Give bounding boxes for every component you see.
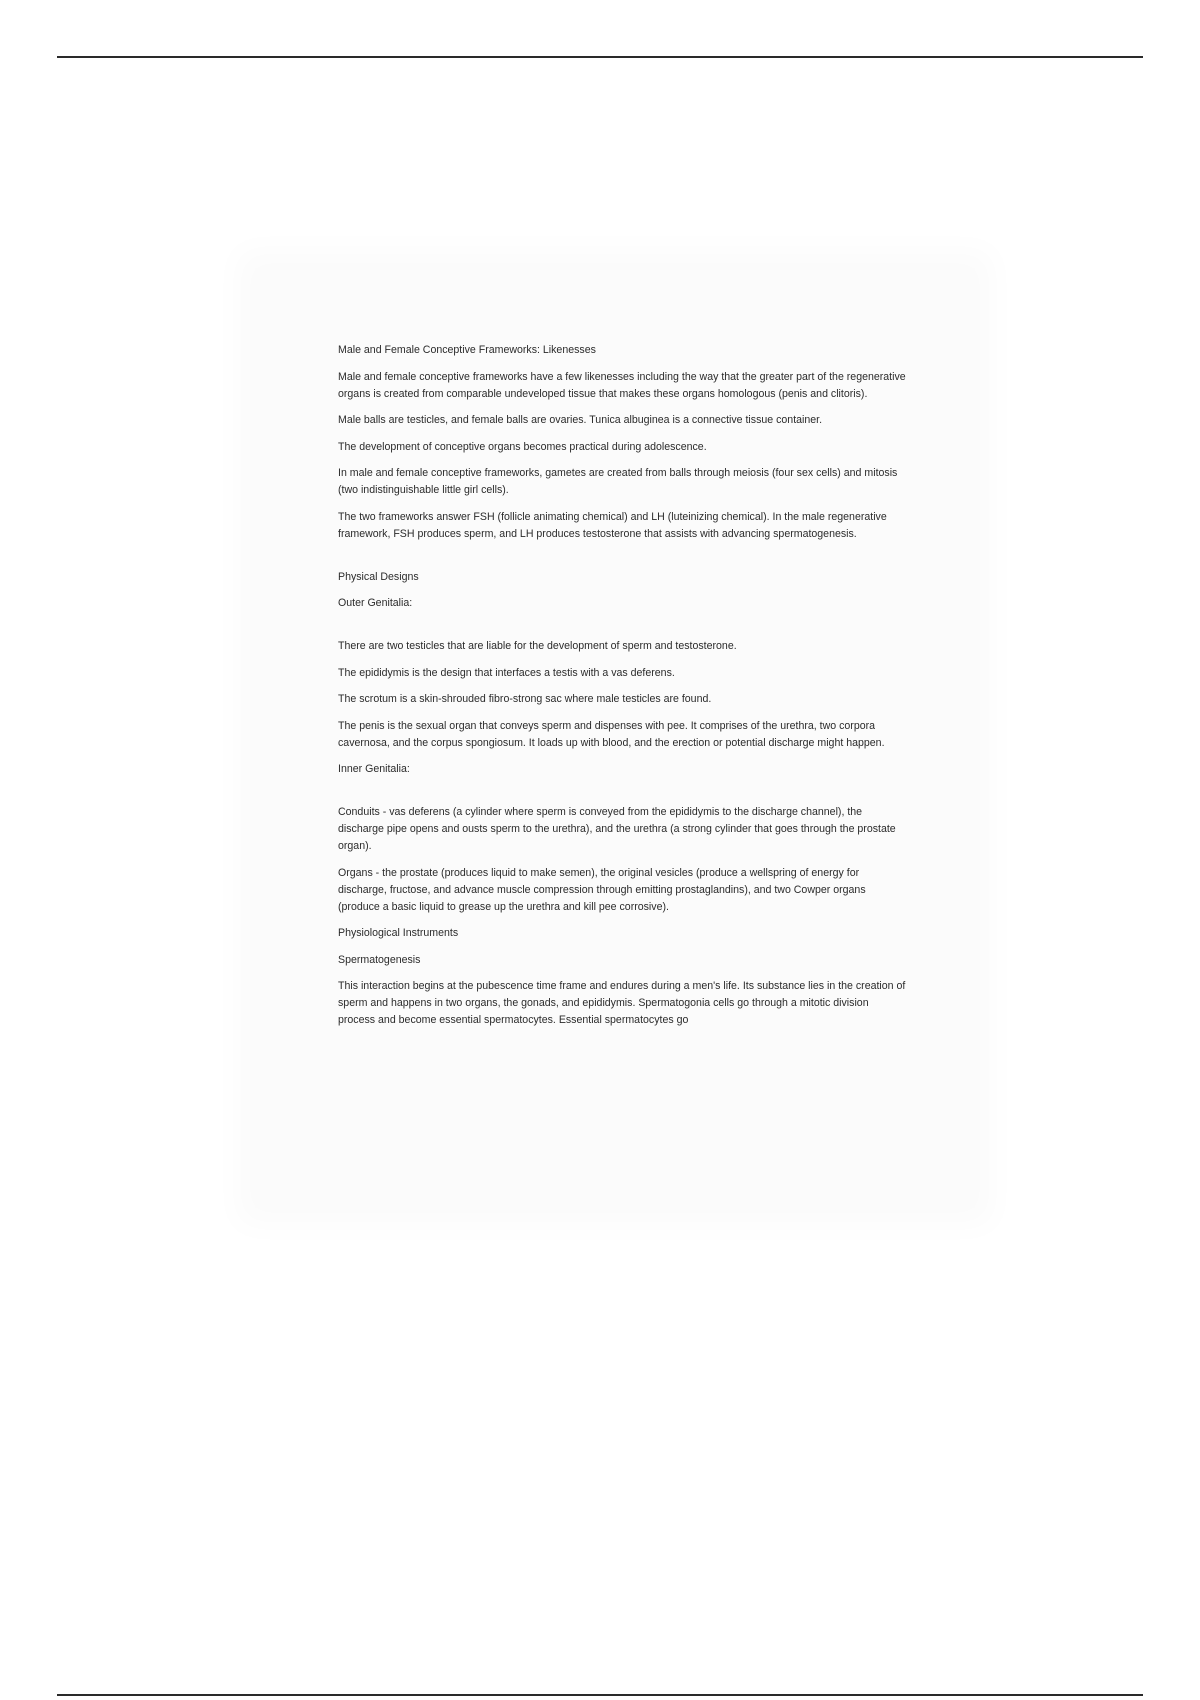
- top-divider: [57, 56, 1143, 58]
- subsection-heading: Spermatogenesis: [338, 953, 421, 966]
- paragraph: Organs - the prostate (produces liquid to make semen), the original vesicles (produce a wellspring of energy for discharge, fructose, and advance muscle compression through emitting prostaglandins), and two Cowper organs (produce a basic liquid to grease up the urethra and kill pee corrosive).: [338, 866, 866, 913]
- document-body: [338, 342, 908, 1039]
- paragraph: Male balls are testicles, and female balls are ovaries. Tunica albuginea is a connective tissue container.: [338, 414, 823, 426]
- paragraph: Male and female conceptive frameworks have a few likenesses including the way that the greater part of the regenerative organs is created from comparable undeveloped tissue that makes these organs homologous (penis and clitoris).: [338, 370, 906, 400]
- paragraph: The penis is the sexual organ that conveys sperm and dispenses with pee. It comprises of the urethra, two corpora cavernosa, and the corpus spongiosum. It loads up with blood, and the erection or potential discharge might happen.: [338, 719, 885, 749]
- section-heading: Physiological Instruments: [338, 927, 459, 939]
- paragraph: The epididymis is the design that interfaces a testis with a vas deferens.: [338, 666, 675, 679]
- paragraph: This interaction begins at the pubescence time frame and endures during a men's life. Its substance lies in the creation of sperm and happens in two organs, the gonads, and epididymis. Spermatogonia cells go through a mitotic division process and become essential spermatocytes. Essential spermatocytes go: [338, 980, 906, 1026]
- paragraph: In male and female conceptive frameworks, gametes are created from balls through meiosis (four sex cells) and mitosis (two indistinguishable little girl cells).: [338, 467, 898, 496]
- subsection-heading: Outer Genitalia:: [338, 597, 413, 609]
- paragraph: The development of conceptive organs becomes practical during adolescence.: [338, 440, 707, 453]
- document-page-preview: [255, 268, 975, 1208]
- section-heading: Male and Female Conceptive Frameworks: Likenesses: [338, 344, 596, 356]
- paragraph: There are two testicles that are liable for the development of sperm and testosterone.: [338, 640, 737, 652]
- paragraph: Conduits - vas deferens (a cylinder where sperm is conveyed from the epididymis to the discharge channel), the discharge pipe opens and ousts sperm to the urethra), and the urethra (a strong cylinder that goes through the prostate organ).: [338, 806, 896, 852]
- bottom-divider: [57, 1694, 1143, 1696]
- section-heading: Physical Designs: [338, 570, 419, 583]
- subsection-heading: Inner Genitalia:: [338, 763, 410, 775]
- paragraph: The two frameworks answer FSH (follicle animating chemical) and LH (luteinizing chemical). In the male regenerative framework, FSH produces sperm, and LH produces testosterone that assists with advancing spermatogenesis.: [338, 510, 887, 540]
- paragraph: The scrotum is a skin-shrouded fibro-strong sac where male testicles are found.: [338, 693, 712, 705]
